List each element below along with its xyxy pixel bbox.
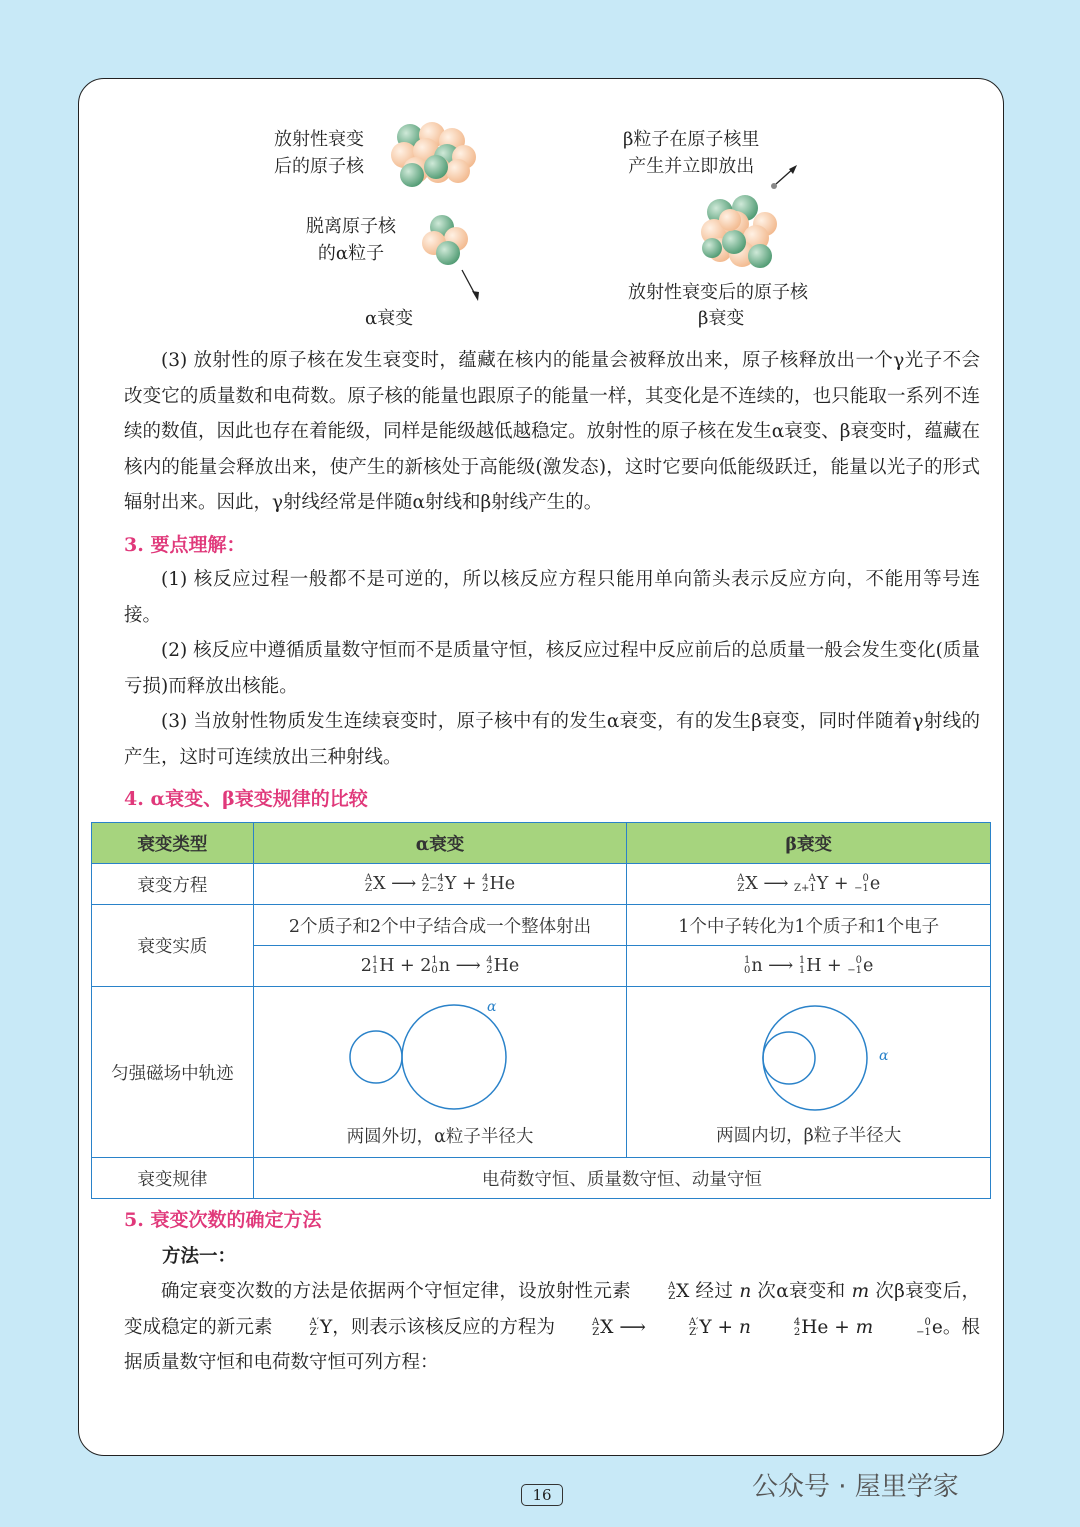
decay-comparison-table (91, 822, 991, 1199)
alpha-track-diagram (340, 1001, 540, 1121)
list-item: (3) 当放射性物质发生连续衰变时，原子核中有的发生α衰变，有的发生β衰变，同时伴随着γ射线的产生，这时可连续放出三种射线。 (124, 711, 980, 768)
alpha-nucleus-after (391, 122, 476, 187)
section-3-items (124, 562, 980, 775)
beta-track-cell (627, 987, 991, 1158)
paragraph-gamma: (3) 放射性的原子核在发生衰变时，蕴藏在核内的能量会被释放出来，原子核释放出一个γ光子不会改变它的质量数和电荷数。原子核的能量也跟原子的能量一样，其变化是不连续的，也只能取一系列不连续的数值，因此也存在着能级，同样是能级越低越稳定。放射性的原子核在发生α衰变、β衰变时，蕴藏在核内的能量会释放出来，使产生的新核处于高能级(激发态)，这时它要向低能级跃迁，能量以光子的形式辐射出来。因此，γ射线经常是伴随α射线和β射线产生的。 (124, 350, 980, 513)
alpha-essence: 2个质子和2个中子结合成一个整体射出 (253, 905, 627, 946)
beta-essence: 1个中子转化为1个质子和1个电子 (627, 905, 991, 946)
alpha-track-mark: α (487, 1000, 497, 1015)
alpha-essence-equation: 2 1 1 H + 2 1 0 n ⟶ 4 2 He (253, 946, 627, 987)
alpha-track-caption: 两圆外切，α粒子半径大 (346, 1126, 534, 1147)
row-label: 衰变方程 (92, 864, 254, 905)
list-item: (1) 核反应过程一般都不是可逆的，所以核反应方程只能用单向箭头表示反应方向，不能用等号连接。 (124, 569, 980, 626)
alpha-particle (422, 215, 468, 265)
beta-decay-illustration (690, 160, 810, 280)
alpha-decay-illustration (380, 115, 490, 305)
header-cell: 衰变类型 (92, 823, 254, 864)
table-row (92, 864, 991, 905)
method-text: 确定衰变次数的方法是依据两个守恒定律，设放射性元素 A Z X 经过 n 次α衰变和 m 次β衰变后，变成稳定的新元素 A′ Z′ Y，则表示该核反应的方程为 A Z X ⟶ A′ Z′ Y + n 4 2 He + m 0 −1 e。根据质量数守恒和电荷数守恒可列方程： (124, 1281, 980, 1373)
section-5-heading: 5. 衰变次数的确定方法 (124, 1209, 322, 1231)
beta-essence-equation: 1 0 n ⟶ 1 1 H + 0 −1 e (627, 946, 991, 987)
alpha-nucleus-label: 放射性衰变 后的原子核 (274, 129, 364, 177)
table-row (92, 1158, 991, 1199)
section-3-heading: 3. 要点理解： (124, 534, 246, 556)
law-text: 电荷数守恒、质量数守恒、动量守恒 (253, 1158, 990, 1199)
beta-equation: A Z X ⟶ A Z+1 Y + 0 −1 e (627, 864, 991, 905)
list-item: (2) 核反应中遵循质量数守恒而不是质量守恒，核反应过程中反应前后的总质量一般会发生变化(质量亏损)而释放出核能。 (124, 640, 980, 697)
table-header-row (92, 823, 991, 864)
beta-particle-label: β粒子在原子核里 产生并立即放出 (623, 129, 760, 177)
section-4-heading: 4. α衰变、β衰变规律的比较 (124, 788, 368, 810)
beta-track-diagram (709, 1002, 909, 1122)
beta-nucleus-after (701, 195, 777, 268)
alpha-particle-label: 脱离原子核 的α粒子 (306, 216, 396, 264)
header-cell: α衰变 (253, 823, 627, 864)
beta-track-caption: 两圆内切，β粒子半径大 (716, 1125, 902, 1146)
alpha-decay-caption: α衰变 (365, 308, 414, 329)
row-label: 衰变规律 (92, 1158, 254, 1199)
watermark: 公众号 · 屋里学家 (752, 1472, 959, 1502)
table-row (92, 987, 991, 1158)
beta-particle (771, 183, 777, 189)
method-label: 方法一： (162, 1246, 237, 1267)
row-label: 匀强磁场中轨迹 (92, 987, 254, 1158)
beta-nucleus-label: 放射性衰变后的原子核 (628, 282, 808, 303)
table-row (92, 905, 991, 946)
beta-track-mark: α (878, 1047, 889, 1064)
alpha-equation: A Z X ⟶ A−4 Z−2 Y + 4 2 He (253, 864, 627, 905)
header-cell: β衰变 (627, 823, 991, 864)
row-label: 衰变实质 (92, 905, 254, 987)
alpha-track-cell (253, 987, 627, 1158)
beta-decay-caption: β衰变 (698, 308, 745, 329)
page-number: 16 (521, 1484, 563, 1506)
